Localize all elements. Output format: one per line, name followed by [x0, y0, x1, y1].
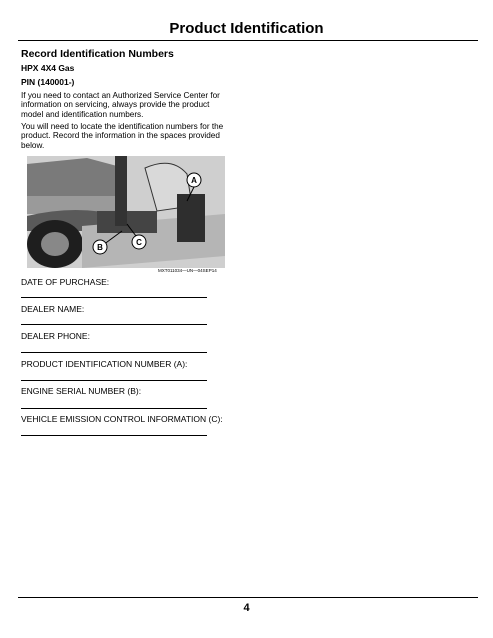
svg-text:B: B: [97, 243, 103, 252]
callout-a: [187, 173, 201, 187]
emission-info-line: [21, 435, 207, 436]
date-of-purchase-line: [21, 297, 207, 298]
model-label: HPX 4X4 Gas: [21, 63, 75, 73]
pin-label: PIN (140001-): [21, 77, 75, 87]
service-paragraph: If you need to contact an Authorized Service Center for information on servicing, always provide the product model and identification numbers.: [21, 91, 220, 119]
dealer-phone-label: DEALER PHONE:: [21, 331, 90, 341]
dealer-phone-line: [21, 352, 207, 353]
product-id-line: [21, 380, 207, 381]
engine-serial-label: ENGINE SERIAL NUMBER (B):: [21, 386, 142, 396]
page-number: 4: [243, 602, 250, 614]
dealer-name-label: DEALER NAME:: [21, 304, 85, 314]
page-title: Product Identification: [169, 20, 324, 37]
callout-c: [132, 235, 146, 249]
product-id-label: PRODUCT IDENTIFICATION NUMBER (A):: [21, 359, 188, 369]
callout-b: [93, 240, 107, 254]
footer-divider: [18, 597, 478, 598]
locate-paragraph: You will need to locate the identification numbers for the product. Record the information in the spaces provided below.: [21, 122, 224, 150]
title-divider: [18, 40, 478, 41]
date-of-purchase-label: DATE OF PURCHASE:: [21, 277, 110, 287]
figure-caption: MXT011034—UN—04SEP14: [158, 268, 217, 273]
engine-serial-line: [21, 408, 207, 409]
dealer-name-line: [21, 324, 207, 325]
emission-info-label: VEHICLE EMISSION CONTROL INFORMATION (C):: [21, 414, 223, 424]
section-heading: Record Identification Numbers: [21, 48, 174, 60]
vehicle-illustration: [27, 156, 225, 268]
svg-text:C: C: [136, 238, 142, 247]
svg-text:A: A: [191, 176, 197, 185]
